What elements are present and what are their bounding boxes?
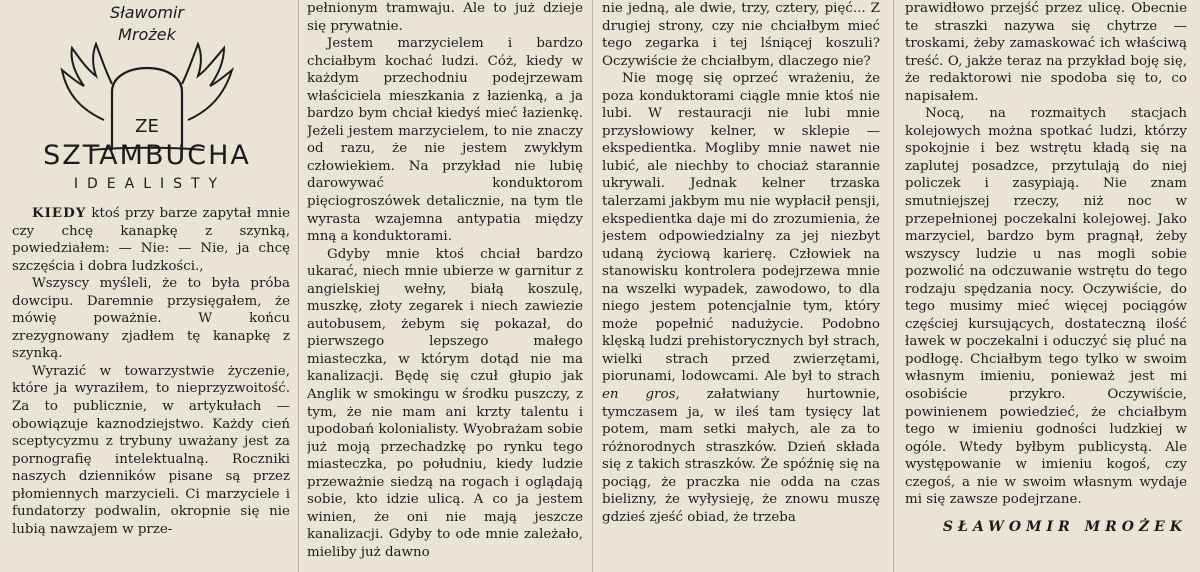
paragraph-text: ktoś przy barze zapytał mnie czy chcę kanapkę z szynką, powiedziałem: — Nie: — Nie, ja chcę szczęścia i dobra ludzkości., xyxy=(12,206,290,274)
logo-author-first-name: Sławomir xyxy=(109,3,185,22)
winged-tombstone-illustration xyxy=(12,0,290,205)
paragraph: nie jedną, ale dwie, trzy, cztery, pięć... Z drugiej strony, czy nie chciałbym mieć tego zegarka i tej lśniącej koszuli? Oczywiście że chciałbym, dlaczego nie? xyxy=(602,1,880,69)
paragraph: Gdyby mnie ktoś chciał bardzo ukarać, niech mnie ubierze w garnitur z angielskiej wełny, białą koszulę, muszkę, złoty zegarek i niech zawiezie autobusem, żebym się pokazał, do pierwszego lepszego małego miasteczka, w którym dotąd nie ma kanalizacji. Będę się czuł głupio jak Anglik w smokingu w środku puszczy, z tym, że nie mam ani krzty talentu i upodobań kolonialisty. Wyobrażam sobie już moją przechadzkę po rynku tego miasteczka, po południu, kiedy ludzie przeważnie siedzą na rogach i oglądają sobie, kto idzie ulicą. A co ja jestem winien, że oni nie mają jeszcze kanalizacji. Gdyby to ode mnie zależało, mieliby już dawno xyxy=(307,246,583,560)
column-logo xyxy=(12,0,290,205)
paragraph: prawidłowo przejść przez ulicę. Obecnie te straszki nazywa się chytrze — troskami, żeby zamaskować ich właściwą treść. O, jakże teraz na przykład boję się, że redaktorowi nie spodoba się to, co napisałem. xyxy=(905,1,1187,104)
paragraph xyxy=(602,70,880,526)
tombstone-icon xyxy=(112,68,182,150)
paragraph xyxy=(12,205,290,275)
column-1 xyxy=(12,0,290,572)
column-divider xyxy=(298,0,299,572)
logo-author-last-name: Mrożek xyxy=(118,25,176,44)
author-signature: SŁAWOMIR MROŻEK xyxy=(942,518,1187,535)
lead-word: KIEDY xyxy=(32,205,87,221)
paragraph: Wszyscy myśleli, że to była próba dowcipu. Daremnie przysięgałem, że mówię poważnie. W końcu zrezygnowany zjadłem tę kanapkę z szynką. xyxy=(12,276,290,362)
logo-subtitle: IDEALISTY xyxy=(73,176,227,192)
left-wing-icon xyxy=(62,44,112,120)
logo-title: SZTAMBUCHA xyxy=(43,140,251,171)
column-divider xyxy=(592,0,593,572)
right-wing-icon xyxy=(182,44,232,120)
paragraph: Nocą, na rozmaitych stacjach kolejowych można spotkać ludzi, którzy spokojnie i bez wstrętu kładą się na zaplutej posadzce, przytulają do niej policzek i zasypiają. Nie znam smutniejszej rzeczy, niż noc w przepełnionej poczekalni kolejowej. Jako marzyciel, bardzo bym pragnął, żeby wszyscy ludzie u nas mogli sobie pozwolić na odczuwanie wstrętu do tego rodzaju spędzania nocy. Oczywiście, do tego musimy mieć więcej pociągów częściej kursujących, dostateczną ilość ławek w poczekalni i oduczyć się pluć na podłogę. Chciałbym tego tylko w swoim własnym imieniu, ponieważ jest mi osobiście przykro. Oczywiście, powinienem powiedzieć, że chciałbym tego w imieniu godności ludzkiej w ogóle. Wtedy byłbym publicystą. Ale występowanie w imieniu kogoś, czy czegoś, a nie w swoim własnym wydaje mi się zawsze podejrzane. xyxy=(905,106,1187,508)
paragraph-text: , załatwiany hurtownie, tymczasem ja, w ileś tam tysięcy lat potem, mam setki małych, ale za to różnorodnych straszków. Dzień składa się z takich straszków. Że spóźnię się na pociąg, że praczka nie odda na czas bielizny, że wyłysieję, że znowu muszę gdzieś zjeść obiad, że trzeba xyxy=(602,387,880,525)
paragraph: pełnionym tramwaju. Ale to już dzieje się prywatnie. xyxy=(307,1,583,34)
paragraph-text: Nie mogę się oprzeć wrażeniu, że poza konduktorami ciągle mnie ktoś nie lubi. W restauracji nie lubi mnie przysłowiowy kelner, w sklepie — ekspedientka. Mogliby mnie nawet nie lubić, ale niechby to chociaż starannie ukrywali. Jednak kelner trzaska talerzami jakbym mu nie wypłacił pensji, ekspedientka daje mi do zrozumienia, że jestem odpowiedzialny za jej niezbyt udaną życiową karierę. Człowiek na stanowisku kontrolera podejrzewa mnie na wszelki wypadek, zawodowo, to dla niego jestem potencjalnie tym, który może popełnić nadużycie. Podobno klęską ludzi prehistorycznych był strach, wielki strach przed zwierzętami, piorunami, lodowcami. Ale był to strach xyxy=(602,71,880,385)
column-3 xyxy=(602,0,880,572)
column-4 xyxy=(905,0,1187,572)
italic-phrase: en gros xyxy=(602,387,676,403)
paragraph: Jestem marzycielem i bardzo chciałbym kochać ludzi. Cóż, kiedy w każdym przechodniu podejrzewam właściciela mieszkania z łazienką, a ja bardzo bym chciał kiedyś mieć łazienkę. Jeżeli jestem marzycielem, to nie znaczy od razu, że nie jestem zwykłym człowiekiem. Na przykład nie lubię darowywać konduktorom pięciogroszówek detalicznie, na tym tle wyrasta wzajemna antypatia między mną a konduktorami. xyxy=(307,36,583,245)
column-2 xyxy=(307,0,583,572)
logo-ze: ZE xyxy=(135,116,159,137)
column-divider xyxy=(893,0,894,572)
paragraph: Wyrazić w towarzystwie życzenie, które ja wyraziłem, to nieprzyzwoitość. Za to publicznie, w artykułach — obowiązuje kaznodziejstwo. Każdy cień sceptycyzmu z trybuny uważany jest za pornografię intelektualną. Roczniki naszych dzienników pisane są przez płomiennych marzycieli. Ci marzyciele i fundatorzy podwalin, okropnie się nie lubią nawzajem w prze- xyxy=(12,363,290,537)
